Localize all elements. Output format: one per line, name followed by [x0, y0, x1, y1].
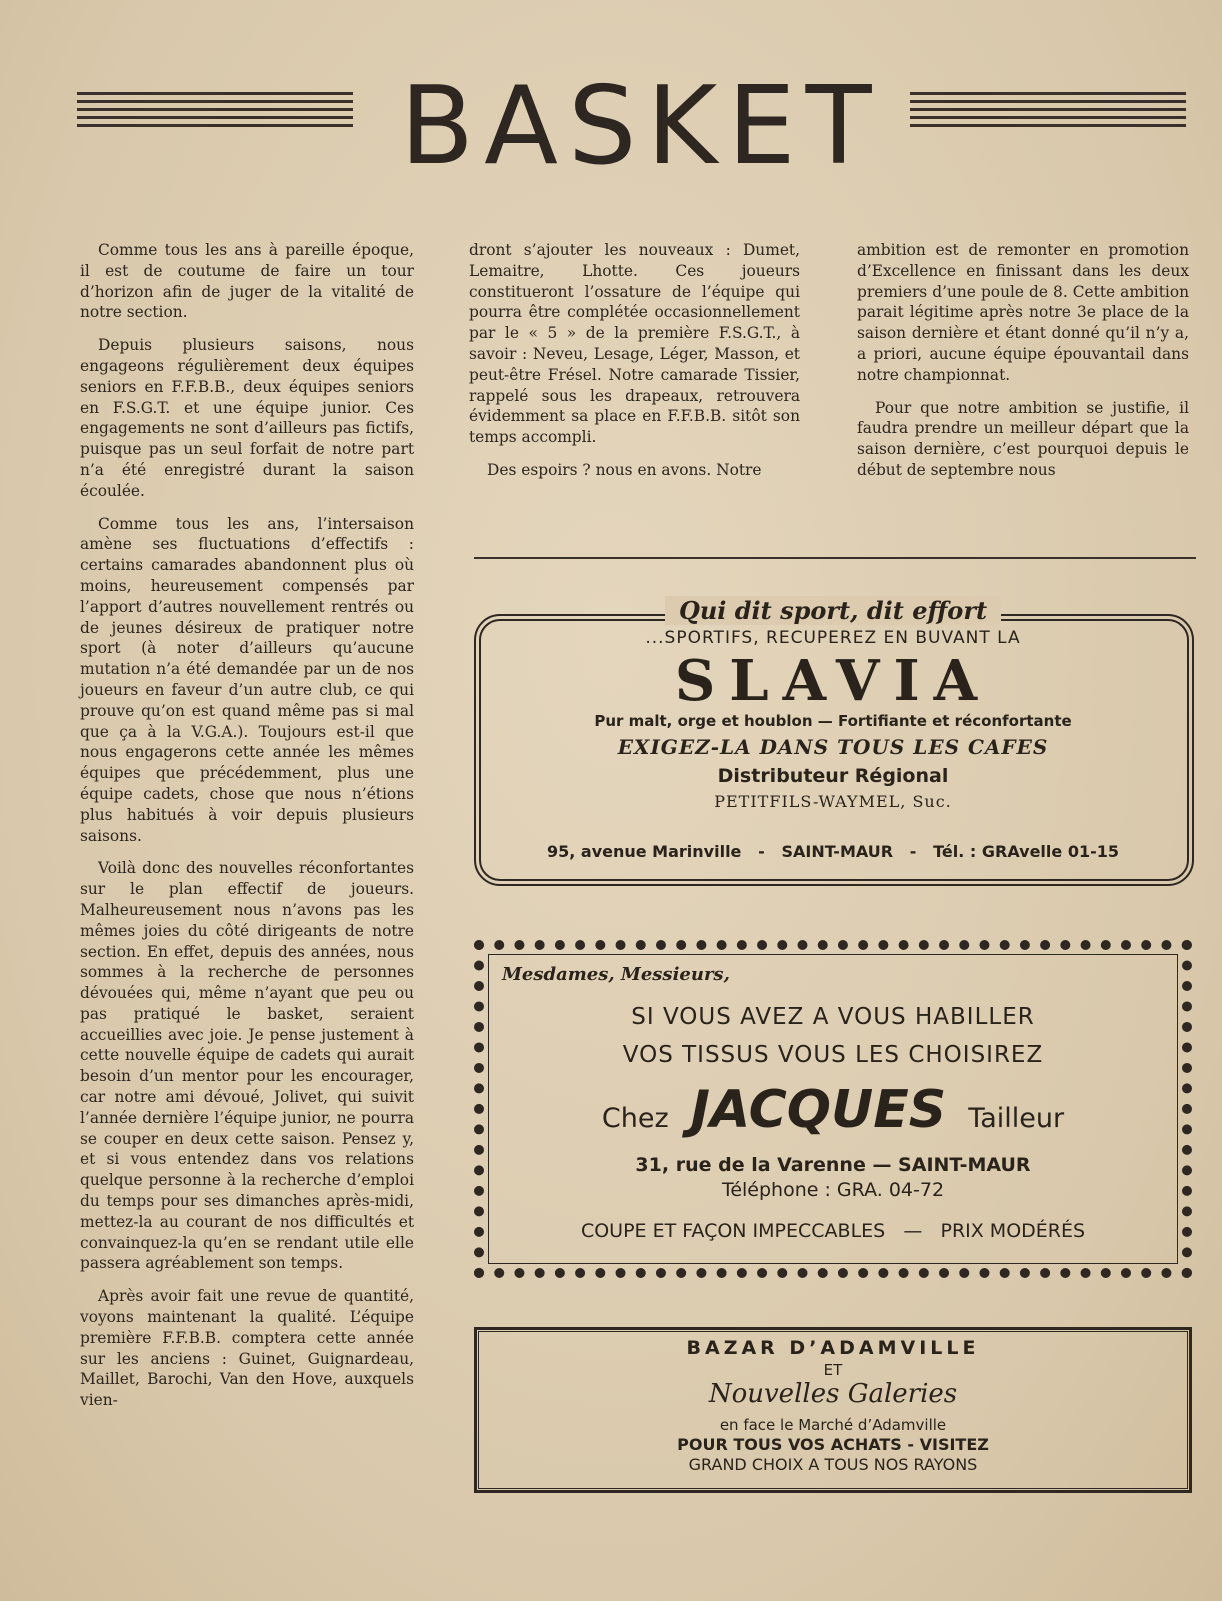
ad-telephone: Téléphone : GRA. 04-72	[721, 1179, 945, 1201]
ad-line-tissus: VOS TISSUS VOUS LES CHOISIREZ	[622, 1042, 1044, 1068]
ad-achats: POUR TOUS VOS ACHATS - VISITEZ	[677, 1435, 989, 1454]
ad-brand-slavia: SLAVIA	[674, 648, 992, 714]
ad-prix: PRIX MODÉRÉS	[940, 1220, 1086, 1242]
ad-chez: Chez	[601, 1103, 669, 1134]
ad-contact: 95, avenue Marinville - SAINT-MAUR - Tél. : GRAvelle 01-15	[546, 842, 1119, 861]
ad-line-habiller: SI VOUS AVEZ A VOUS HABILLER	[631, 1004, 1035, 1030]
ad-address: 95, avenue Marinville	[546, 842, 742, 861]
ad-bazar-title: BAZAR D’ADAMVILLE	[686, 1337, 980, 1359]
ad-choix: GRAND CHOIX A TOUS NOS RAYONS	[688, 1455, 978, 1474]
title-rules-right	[910, 92, 1186, 136]
ad-coupe: COUPE ET FAÇON IMPECCABLES	[580, 1220, 886, 1242]
ad-distributeur: Distributeur Régional	[717, 765, 949, 787]
ad-description: Pur malt, orge et houblon — Fortifiante et réconfortante	[594, 712, 1072, 730]
ad-brand-line	[474, 1080, 1192, 1140]
paragraph: Voilà donc des nouvelles réconfortantes sur le plan effectif de joueurs. Malheureusement nous n’avons pas les mêmes joies du côté dirigeants de notre section. En effet, depuis des années, nous sommes à la recherche de personnes dévouées qui, même n’ayant que peu ou pas pratiqué le basket, seraient accueillies avec joie. Je pense justement à cette nouvelle équipe de cadets qui aurait besoin d’un mentor pour les encourager, car notre ami dévoué, Jolivet, qui suivit l’année dernière l’équipe junior, ne pourra se couper en deux cette saison. Pensez y, et si vous entendez dans vos relations quelque personne à la recherche d’emploi du temps pour ses dimanches après-midi, mettez-la au courant de nos difficultés et convainquez-la qu’en se rendant utile elle passera agréablement son temps.	[80, 859, 414, 1273]
paragraph: Pour que notre ambition se justifie, il faudra prendre un meilleur départ que la saison dernière, c’est pourquoi depuis le début de septembre nous	[857, 398, 1189, 479]
ad-telephone: Tél. : GRAvelle 01-15	[933, 842, 1119, 861]
bazar-advertisement	[474, 1327, 1192, 1493]
ad-greeting: Mesdames, Messieurs,	[502, 964, 730, 985]
ad-bottom-line: COUPE ET FAÇON IMPECCABLES — PRIX MODÉRÉS	[580, 1220, 1086, 1242]
paragraph: ambition est de remonter en promotion d’Excellence en finissant dans les deux premiers d’une poule de 8. Cette ambition parait légitime après notre 3e place de la saison dernière et étant donné qu’il n’y a, a priori, aucune équipe épouvantail dans notre championnat.	[857, 241, 1189, 384]
ad-brand-galeries: Nouvelles Galeries	[708, 1379, 958, 1409]
paragraph: dront s’ajouter les nouveaux : Dumet, Lemaitre, Lhotte. Ces joueurs constitueront l’ossature de l’équipe qui pourra être complétée occasionnellement par le « 5 » de la première F.S.G.T., à savoir : Neveu, Lesage, Léger, Masson, et peut-être Frésel. Notre camarade Tissier, rappelé sous les drapeaux, retrouvera évidemment sa place en F.F.B.B. sitôt son temps accompli.	[469, 241, 800, 447]
article-column-1	[80, 240, 414, 1423]
article-column-3	[857, 240, 1189, 493]
ad-et: ET	[823, 1361, 843, 1379]
paragraph: Comme tous les ans, l’intersaison amène ses fluctuations d’effectifs : certains camarades abandonnent plus où moins, heureusement compensés par l’apport d’autres nouvellement rentrés ou de jeunes désireux de pratiquer notre sport (à noter d’ailleurs qu’aucune mutation n’a été demandée par un de nos joueurs en faveur d’un autre club, ce qui prouve qu’on est quand même pas si mal que ça à la V.G.A.). Toujours est-il que nous engagerons cette année les mêmes équipes que précédemment, plus une équipe cadets, chose que nous n’étions plus habitués à voir depuis plusieurs saisons.	[80, 514, 414, 845]
paragraph: Comme tous les ans à pareille époque, il est de coutume de faire un tour d’horizon afin de juger de la vitalité de notre section.	[80, 241, 414, 322]
ad-town: SAINT-MAUR	[781, 842, 894, 861]
ad-cafes: EXIGEZ-LA DANS TOUS LES CAFES	[617, 735, 1049, 759]
ad-company: PETITFILS-WAYMEL, Suc.	[714, 792, 952, 811]
ad-line-sportifs: ...SPORTIFS, RECUPEREZ EN BUVANT LA	[645, 628, 1021, 648]
ad-location: en face le Marché d’Adamville	[719, 1416, 947, 1434]
paragraph: Depuis plusieurs saisons, nous engageons régulièrement deux équipes seniors en F.F.B.B., deux équipes seniors en F.S.G.T. et une équipe junior. Ces engagements ne sont d’ailleurs pas fictifs, puisque pas un seul forfait de notre part n’a été enregistré durant la saison écoulée.	[80, 336, 414, 500]
slavia-advertisement	[474, 598, 1192, 884]
ad-tagline: Qui dit sport, dit effort	[665, 596, 1001, 625]
article-column-2	[469, 240, 800, 493]
ad-brand-jacques: JACQUES	[690, 1080, 947, 1140]
ad-address: 31, rue de la Varenne — SAINT-MAUR	[635, 1154, 1031, 1176]
jacques-advertisement	[474, 940, 1192, 1278]
section-divider	[474, 557, 1196, 559]
paragraph: Après avoir fait une revue de quantité, voyons maintenant la qualité. L’équipe première F.F.B.B. comptera cette année sur les anciens : Guinet, Guignardeau, Maillet, Barochi, Van den Hove, auxquels vien-	[80, 1287, 414, 1410]
title-rules-left	[77, 92, 353, 136]
paragraph: Des espoirs ? nous en avons. Notre	[487, 460, 762, 479]
page-title: BASKET	[400, 64, 882, 189]
ad-tailleur: Tailleur	[968, 1103, 1065, 1134]
